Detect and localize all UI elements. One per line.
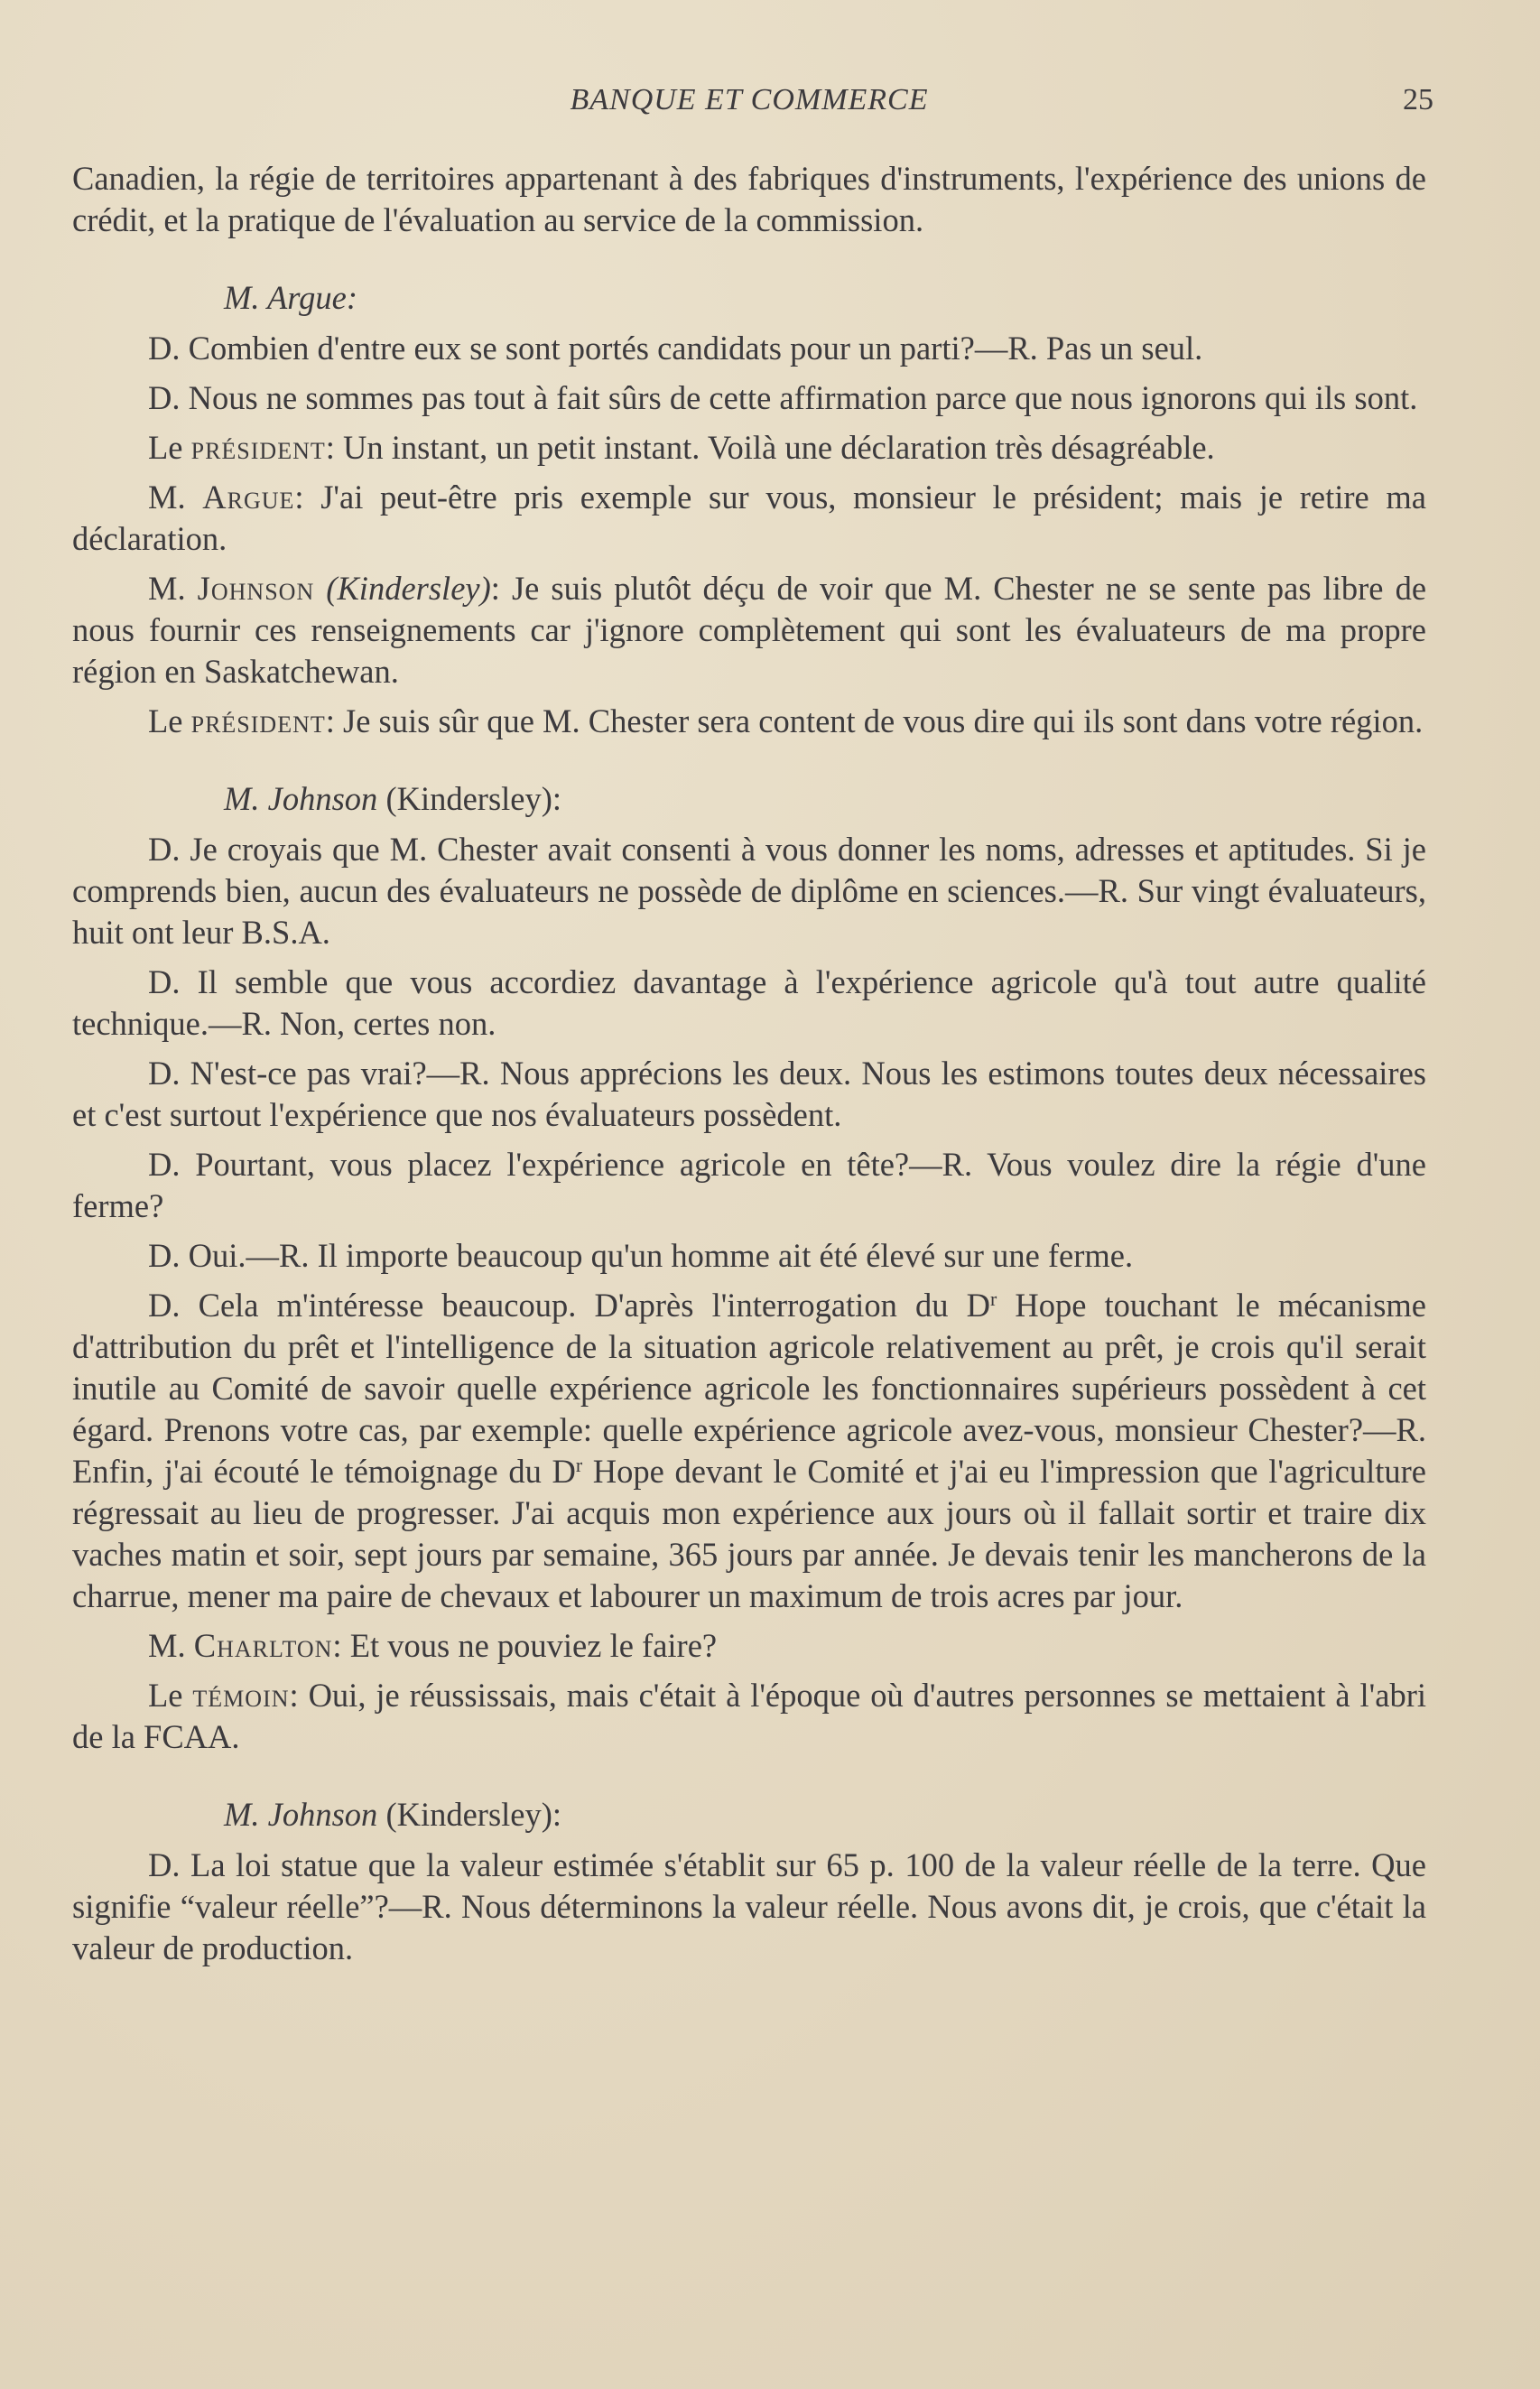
speaker-name: Charlton: [193, 1627, 333, 1664]
dialogue-text: : Et vous ne pouviez le faire?: [332, 1627, 718, 1664]
speaker-riding: (Kindersley):: [377, 780, 562, 817]
dialogue-paragraph: [72, 1625, 1426, 1667]
superscript: r: [989, 1287, 997, 1310]
dialogue-paragraph: [72, 568, 1426, 693]
dialogue-text: : Je suis plutôt déçu de voir que M. Chester ne se sente pas libre de nous fournir ces renseignements car j'ignore complètement qui sont les évaluateurs de ma propre région en Saskatchewan.: [72, 570, 1427, 690]
page-body: [72, 158, 1426, 1977]
question-paragraph: D. Je croyais que M. Chester avait consenti à vous donner les noms, adresses et aptitudes. Si je comprends bien, aucun des évaluateurs ne possède de diplôme en sciences.—R. Sur vingt évaluateurs, huit ont leur B.S.A.: [72, 831, 1426, 951]
paragraph: Canadien, la régie de territoires appartenant à des fabriques d'instruments, l'expérience des unions de crédit, et la pratique de l'évaluation au service de la commission.: [72, 160, 1426, 238]
speaker-name: M. Argue:: [224, 279, 357, 316]
dialogue-paragraph: [72, 701, 1426, 742]
speaker-name: président: [190, 429, 326, 466]
question-paragraph: D. La loi statue que la valeur estimée s'établit sur 65 p. 100 de la valeur réelle de la terre. Que signifie “valeur réelle”?—R. Nous déterminons la valeur réelle. Nous avons dit, je crois, que c'était la valeur de production.: [72, 1846, 1426, 1966]
question-paragraph: D. Il semble que vous accordiez davantage à l'expérience agricole qu'à tout autre qualité technique.—R. Non, certes non.: [72, 963, 1426, 1042]
question-paragraph: [72, 1285, 1426, 1617]
speaker-heading: [72, 1794, 1426, 1836]
speaker-title: Le: [148, 429, 183, 466]
question-paragraph: D. Combien d'entre eux se sont portés candidats pour un parti?—R. Pas un seul.: [148, 330, 1203, 367]
speaker-riding: (Kindersley): [326, 570, 491, 607]
speaker-title: Le: [148, 702, 183, 739]
dialogue-text: : Un instant, un petit instant. Voilà une déclaration très désagréable.: [325, 429, 1215, 466]
question-paragraph: D. Pourtant, vous placez l'expérience agricole en tête?—R. Vous voulez dire la régie d'une ferme?: [72, 1146, 1426, 1224]
page-header: [72, 83, 1433, 128]
speaker-heading: [72, 778, 1426, 820]
question-paragraph: D. N'est-ce pas vrai?—R. Nous apprécions les deux. Nous les estimons toutes deux nécessaires et c'est surtout l'expérience que nos évaluateurs possèdent.: [72, 1055, 1426, 1133]
dialogue-text: : Oui, je réussissais, mais c'était à l'époque où d'autres personnes se mettaient à l'abri de la FCAA.: [72, 1677, 1427, 1755]
dialogue-paragraph: [72, 477, 1426, 560]
text-run: D. Cela m'intéresse beaucoup. D'après l'interrogation du D: [148, 1287, 990, 1324]
speaker-name: M. Johnson: [224, 780, 378, 817]
speaker-heading: [72, 277, 1426, 319]
dialogue-paragraph: [72, 427, 1426, 469]
text-run: Hope devant le Comité et j'ai eu l'impression que l'agriculture régressait au lieu de progresser. J'ai acquis mon expérience aux jours où il fallait sortir et traire dix vaches matin et soir, sept jours par semaine, 365 jours par année. Je devais tenir les mancherons de la charrue, mener ma paire de chevaux et labourer un maximum de trois acres par jour.: [72, 1453, 1426, 1614]
speaker-name: témoin: [192, 1677, 290, 1714]
text-run: Hope touchant le mécanisme d'attribution du prêt et l'intelligence de la situation agricole relativement au prêt, je crois qu'il serait inutile au Comité de savoir quelle expérience agricole les fonctionnaires supérieurs possèdent à cet égard. Prenons votre cas, par exemple: quelle expérience agricole avez-vous, monsieur Chester?—R. Enfin, j'ai écouté le témoignage du D: [72, 1287, 1426, 1490]
speaker-name: Argue: [202, 479, 295, 516]
page-number: 25: [1403, 83, 1433, 116]
dialogue-text: : J'ai peut-être pris exemple sur vous, monsieur le président; mais je retire ma déclaration.: [72, 479, 1426, 557]
speaker-riding: (Kindersley):: [377, 1796, 562, 1833]
speaker-name: président: [190, 702, 326, 739]
speaker-name: Johnson: [197, 570, 315, 607]
speaker-name: M. Johnson: [224, 1796, 378, 1833]
question-paragraph: D. Nous ne sommes pas tout à fait sûrs de cette affirmation parce que nous ignorons qui ils sont.: [148, 379, 1418, 416]
speaker-title: Le: [148, 1677, 183, 1714]
speaker-title: M.: [148, 1627, 186, 1664]
dialogue-paragraph: [72, 1675, 1426, 1758]
speaker-title: M.: [148, 570, 186, 607]
question-paragraph: D. Oui.—R. Il importe beaucoup qu'un homme ait été élevé sur une ferme.: [148, 1237, 1134, 1274]
dialogue-text: : Je suis sûr que M. Chester sera content de vous dire qui ils sont dans votre région.: [325, 702, 1424, 739]
speaker-title: M.: [148, 479, 186, 516]
superscript: r: [575, 1453, 583, 1476]
running-title: BANQUE ET COMMERCE: [570, 83, 929, 116]
